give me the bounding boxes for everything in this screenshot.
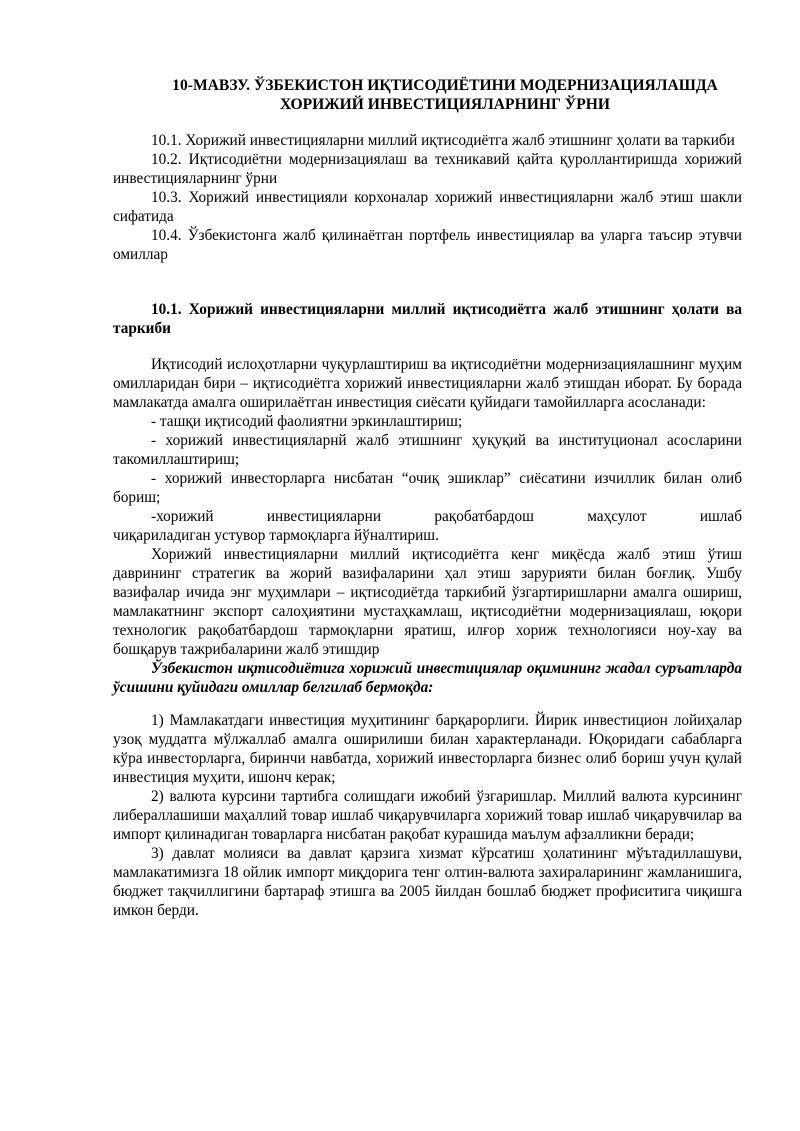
title-line-2: ХОРИЖИЙ ИНВЕСТИЦИЯЛАРНИНГ ЎРНИ bbox=[279, 96, 611, 113]
paragraph-emphasis: Ўзбекистон иқтисодиётига хорижий инвестициялар оқимининг жадал суръатларда ўсишини қуйидаги омиллар белгилаб бермоқда: bbox=[113, 660, 742, 696]
topic-contents bbox=[113, 131, 742, 264]
paragraph-strategy: Хорижий инвестицияларни миллий иқтисодиётга кенг миқёсда жалб этиш ўтиш даврининг стратегик ва жорий вазифаларини ҳал этиш зарурияти билан боғлиқ. Ушбу вазифалар ичида энг муҳимлари – иқтисодиётда таркибий ўзгартиришларни амалга ошириш, мамлакатнинг экспорт салоҳиятини мустаҳкамлаш, иқтисодиётни модернизациялаш, юқори технологик рақобатбардош тармоқларни яратиш, илғор хориж технологияси ноу-хау ва бошқарув тажрибаларини жалб этишдир bbox=[113, 546, 742, 658]
factor-item-3: 3) давлат молияси ва давлат қарзига хизмат кўрсатиш ҳолатининг мўътадиллашуви, мамлакатимизга 18 ойлик импорт миқдорига тенг олтин-валюта захираларининг жамланишига, бюджет тақчиллигини бартараф этишга ва 2005 йилдан бошлаб бюджет профиситига чиқишга имкон берди. bbox=[113, 845, 742, 919]
principle-item-2: - хорижий инвестицияларнй жалб этишнинг ҳуқуқий ва институционал асосларини такомиллаштириш; bbox=[113, 432, 742, 468]
document-title bbox=[100, 76, 790, 114]
principle-item-1: - ташқи иқтисодий фаолиятни эркинлаштириш; bbox=[151, 413, 463, 430]
paragraph-intro: Иқтисодий ислоҳотларни чуқурлаштириш ва иқтисодиётни модернизациялашнинг муҳим омилларидан бири – иқтисодиётга хорижий инвестицияларни жалб этишдан иборат. Бу борада мамлакатда амалга оширилаётган инвестиция сиёсати қуйидаги тамойилларга асосланади: bbox=[113, 356, 742, 411]
section-body-part-2 bbox=[113, 711, 742, 920]
section-body-part-1 bbox=[113, 355, 742, 697]
factor-item-1: 1) Мамлакатдаги инвестиция муҳитининг барқарорлиги. Йирик инвестицион лойиҳалар узоқ муддатга мўлжаллаб амалга оширилиши билан характерланади. Юқоридаги сабабларга кўра инвесторларга, биринчи навбатда, хорижий инвесторларга бизнес олиб бориш учун қулай инвестиция муҳити, ишонч керак; bbox=[113, 712, 742, 786]
contents-item-3: 10.3. Хорижий инвестицияли корхоналар хорижий инвестицияларни жалб этиш шакли сифатида bbox=[113, 189, 742, 225]
principle-item-4-line-1: -хорижий инвестицияларни рақобатбардош маҳсулот ишлаб bbox=[151, 508, 742, 525]
contents-item-2: 10.2. Иқтисодиётни модернизациялаш ва техникавий қайта қуроллантиришда хорижий инвестицияларнинг ўрни bbox=[113, 151, 742, 187]
title-line-1: 10-МАВЗУ. ЎЗБЕКИСТОН ИҚТИСОДИЁТИНИ МОДЕРНИЗАЦИЯЛАШДА bbox=[172, 77, 718, 94]
factor-item-2: 2) валюта курсини тартибга солишдаги ижобий ўзгаришлар. Миллий валюта курсининг либераллашиши маҳаллий товар ишлаб чиқарувчиларга хорижий товар ишлаб чиқарувчилар ва импорт қилинадиган товарларга нисбатан рақобат курашида маълум афзалликни беради; bbox=[113, 788, 742, 843]
section-heading: 10.1. Хорижий инвестицияларни миллий иқтисодиётга жалб этишнинг ҳолати ва таркиби bbox=[113, 301, 742, 337]
principle-item-3: - хорижий инвесторларга нисбатан “очиқ эшиклар” сиёсатини изчиллик билан олиб бориш; bbox=[113, 470, 742, 506]
contents-item-4: 10.4. Ўзбекистонга жалб қилинаётган портфель инвестициялар ва уларга таъсир этувчи омиллар bbox=[113, 227, 742, 263]
principle-item-4-line-2: чиқариладиган устувор тармоқларга йўналтириш. bbox=[113, 527, 439, 544]
contents-item-1: 10.1. Хорижий инвестицияларни миллий иқтисодиётга жалб этишнинг ҳолати ва таркиби bbox=[151, 132, 735, 149]
